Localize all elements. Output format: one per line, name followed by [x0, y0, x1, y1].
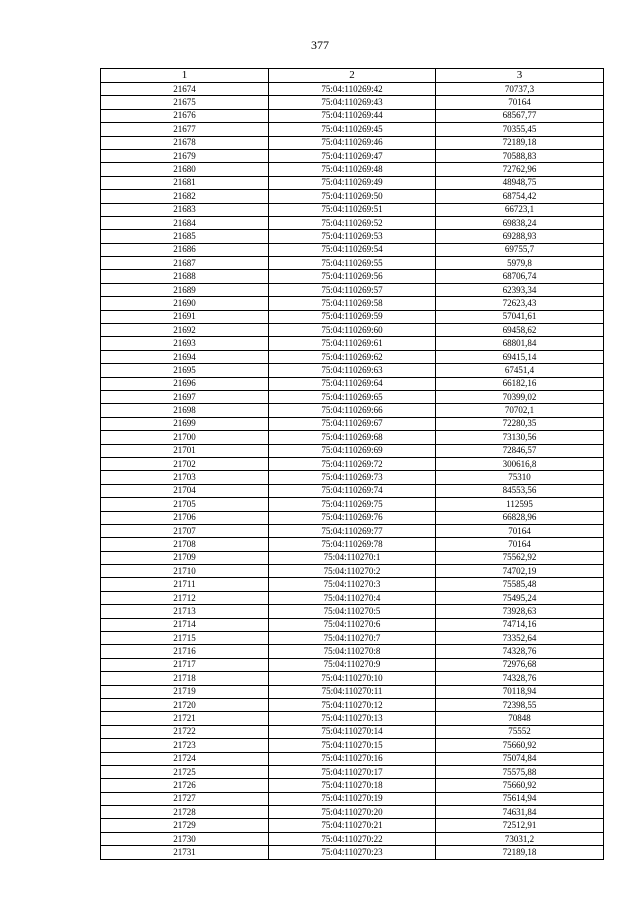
- row-number-cell: 21683: [101, 203, 269, 216]
- cadastral-number-cell: 75:04:110269:53: [269, 230, 436, 243]
- value-cell: 75575,88: [436, 765, 604, 778]
- table-row: [101, 605, 604, 618]
- cadastral-number-cell: 75:04:110269:57: [269, 283, 436, 296]
- table-row: [101, 524, 604, 537]
- value-cell: 70702,1: [436, 404, 604, 417]
- row-number-cell: 21676: [101, 109, 269, 122]
- cadastral-number-cell: 75:04:110270:21: [269, 819, 436, 832]
- cadastral-number-cell: 75:04:110269:52: [269, 216, 436, 229]
- cadastral-number-cell: 75:04:110269:78: [269, 538, 436, 551]
- value-cell: 74328,76: [436, 645, 604, 658]
- row-number-cell: 21692: [101, 324, 269, 337]
- table-row: [101, 297, 604, 310]
- table-row: [101, 819, 604, 832]
- value-cell: 73031,2: [436, 832, 604, 845]
- table-row: [101, 350, 604, 363]
- table-row: [101, 725, 604, 738]
- cadastral-number-cell: 75:04:110269:60: [269, 324, 436, 337]
- cadastral-number-cell: 75:04:110269:64: [269, 377, 436, 390]
- value-cell: 70164: [436, 524, 604, 537]
- table-row: [101, 752, 604, 765]
- value-cell: 75660,92: [436, 779, 604, 792]
- row-number-cell: 21706: [101, 511, 269, 524]
- table-row: [101, 498, 604, 511]
- row-number-cell: 21721: [101, 712, 269, 725]
- value-cell: 72189,18: [436, 846, 604, 859]
- cadastral-number-cell: 75:04:110270:20: [269, 806, 436, 819]
- cadastral-number-cell: 75:04:110270:15: [269, 739, 436, 752]
- row-number-cell: 21713: [101, 605, 269, 618]
- table-row: [101, 243, 604, 256]
- table-row: [101, 685, 604, 698]
- value-cell: 112595: [436, 498, 604, 511]
- row-number-cell: 21727: [101, 792, 269, 805]
- value-cell: 75074,84: [436, 752, 604, 765]
- table-row: [101, 364, 604, 377]
- cadastral-number-cell: 75:04:110270:12: [269, 698, 436, 711]
- table-row: [101, 632, 604, 645]
- value-cell: 72398,55: [436, 698, 604, 711]
- cadastral-number-cell: 75:04:110269:50: [269, 190, 436, 203]
- table-row: [101, 96, 604, 109]
- table-row: [101, 109, 604, 122]
- row-number-cell: 21707: [101, 524, 269, 537]
- value-cell: 69458,62: [436, 324, 604, 337]
- row-number-cell: 21705: [101, 498, 269, 511]
- value-cell: 66723,1: [436, 203, 604, 216]
- cadastral-number-cell: 75:04:110270:9: [269, 658, 436, 671]
- table-row: [101, 203, 604, 216]
- value-cell: 74328,76: [436, 672, 604, 685]
- cadastral-number-cell: 75:04:110269:58: [269, 297, 436, 310]
- table-row: [101, 471, 604, 484]
- table-row: [101, 832, 604, 845]
- row-number-cell: 21686: [101, 243, 269, 256]
- row-number-cell: 21696: [101, 377, 269, 390]
- table-row: [101, 163, 604, 176]
- value-cell: 68567,77: [436, 109, 604, 122]
- value-cell: 84553,56: [436, 484, 604, 497]
- cadastral-number-cell: 75:04:110270:4: [269, 591, 436, 604]
- cadastral-number-cell: 75:04:110270:5: [269, 605, 436, 618]
- row-number-cell: 21680: [101, 163, 269, 176]
- row-number-cell: 21728: [101, 806, 269, 819]
- cadastral-number-cell: 75:04:110269:49: [269, 176, 436, 189]
- row-number-cell: 21729: [101, 819, 269, 832]
- value-cell: 72512,91: [436, 819, 604, 832]
- row-number-cell: 21695: [101, 364, 269, 377]
- table-row: [101, 417, 604, 430]
- table-row: [101, 404, 604, 417]
- table-row: [101, 765, 604, 778]
- table-row: [101, 779, 604, 792]
- value-cell: 66828,96: [436, 511, 604, 524]
- row-number-cell: 21701: [101, 444, 269, 457]
- cadastral-number-cell: 75:04:110270:2: [269, 565, 436, 578]
- cadastral-number-cell: 75:04:110270:23: [269, 846, 436, 859]
- row-number-cell: 21684: [101, 216, 269, 229]
- table-row: [101, 283, 604, 296]
- row-number-cell: 21725: [101, 765, 269, 778]
- cadastral-number-cell: 75:04:110270:13: [269, 712, 436, 725]
- cadastral-number-cell: 75:04:110269:69: [269, 444, 436, 457]
- table-row: [101, 149, 604, 162]
- cadastral-number-cell: 75:04:110270:22: [269, 832, 436, 845]
- column-header-3: 3: [436, 69, 604, 83]
- row-number-cell: 21715: [101, 632, 269, 645]
- table-row: [101, 123, 604, 136]
- row-number-cell: 21718: [101, 672, 269, 685]
- value-cell: 70737,3: [436, 83, 604, 96]
- table-row: [101, 457, 604, 470]
- row-number-cell: 21678: [101, 136, 269, 149]
- value-cell: 74702,19: [436, 565, 604, 578]
- cadastral-number-cell: 75:04:110269:56: [269, 270, 436, 283]
- row-number-cell: 21723: [101, 739, 269, 752]
- value-cell: 72762,96: [436, 163, 604, 176]
- value-cell: 70848: [436, 712, 604, 725]
- row-number-cell: 21687: [101, 257, 269, 270]
- cadastral-number-cell: 75:04:110270:17: [269, 765, 436, 778]
- value-cell: 75310: [436, 471, 604, 484]
- row-number-cell: 21704: [101, 484, 269, 497]
- value-cell: 70164: [436, 96, 604, 109]
- cadastral-number-cell: 75:04:110269:48: [269, 163, 436, 176]
- row-number-cell: 21712: [101, 591, 269, 604]
- table-row: [101, 484, 604, 497]
- value-cell: 68754,42: [436, 190, 604, 203]
- value-cell: 70164: [436, 538, 604, 551]
- cadastral-number-cell: 75:04:110270:3: [269, 578, 436, 591]
- value-cell: 75552: [436, 725, 604, 738]
- row-number-cell: 21730: [101, 832, 269, 845]
- row-number-cell: 21702: [101, 457, 269, 470]
- cadastral-number-cell: 75:04:110269:62: [269, 350, 436, 363]
- row-number-cell: 21709: [101, 551, 269, 564]
- value-cell: 73928,63: [436, 605, 604, 618]
- cadastral-number-cell: 75:04:110269:47: [269, 149, 436, 162]
- row-number-cell: 21693: [101, 337, 269, 350]
- row-number-cell: 21716: [101, 645, 269, 658]
- cadastral-number-cell: 75:04:110269:72: [269, 457, 436, 470]
- table-row: [101, 257, 604, 270]
- cadastral-number-cell: 75:04:110269:65: [269, 390, 436, 403]
- cadastral-number-cell: 75:04:110269:42: [269, 83, 436, 96]
- value-cell: 300616,8: [436, 457, 604, 470]
- table-row: [101, 377, 604, 390]
- cadastral-number-cell: 75:04:110269:75: [269, 498, 436, 511]
- table-row: [101, 390, 604, 403]
- value-cell: 69288,93: [436, 230, 604, 243]
- row-number-cell: 21674: [101, 83, 269, 96]
- table-row: [101, 136, 604, 149]
- row-number-cell: 21681: [101, 176, 269, 189]
- table-row: [101, 230, 604, 243]
- cadastral-number-cell: 75:04:110270:14: [269, 725, 436, 738]
- row-number-cell: 21691: [101, 310, 269, 323]
- table-header-row: [101, 69, 604, 83]
- table-row: [101, 83, 604, 96]
- table-row: [101, 578, 604, 591]
- cadastral-number-cell: 75:04:110270:19: [269, 792, 436, 805]
- row-number-cell: 21722: [101, 725, 269, 738]
- row-number-cell: 21689: [101, 283, 269, 296]
- value-cell: 74714,16: [436, 618, 604, 631]
- value-cell: 68801,84: [436, 337, 604, 350]
- row-number-cell: 21679: [101, 149, 269, 162]
- row-number-cell: 21719: [101, 685, 269, 698]
- value-cell: 68706,74: [436, 270, 604, 283]
- value-cell: 62393,34: [436, 283, 604, 296]
- cadastral-number-cell: 75:04:110270:7: [269, 632, 436, 645]
- cadastral-number-cell: 75:04:110269:46: [269, 136, 436, 149]
- cadastral-number-cell: 75:04:110269:63: [269, 364, 436, 377]
- table-row: [101, 645, 604, 658]
- row-number-cell: 21698: [101, 404, 269, 417]
- cadastral-number-cell: 75:04:110269:68: [269, 431, 436, 444]
- cadastral-number-cell: 75:04:110269:61: [269, 337, 436, 350]
- row-number-cell: 21724: [101, 752, 269, 765]
- row-number-cell: 21717: [101, 658, 269, 671]
- table-row: [101, 324, 604, 337]
- table-row: [101, 270, 604, 283]
- cadastral-number-cell: 75:04:110270:1: [269, 551, 436, 564]
- row-number-cell: 21690: [101, 297, 269, 310]
- value-cell: 72623,43: [436, 297, 604, 310]
- page-number: 377: [311, 38, 329, 52]
- row-number-cell: 21682: [101, 190, 269, 203]
- cadastral-number-cell: 75:04:110270:18: [269, 779, 436, 792]
- cadastral-number-cell: 75:04:110270:11: [269, 685, 436, 698]
- table-row: [101, 806, 604, 819]
- cadastral-number-cell: 75:04:110269:43: [269, 96, 436, 109]
- value-cell: 69755,7: [436, 243, 604, 256]
- table-row: [101, 310, 604, 323]
- value-cell: 75660,92: [436, 739, 604, 752]
- cadastral-number-cell: 75:04:110269:66: [269, 404, 436, 417]
- table-row: [101, 792, 604, 805]
- value-cell: 5979,8: [436, 257, 604, 270]
- table-row: [101, 712, 604, 725]
- value-cell: 69838,24: [436, 216, 604, 229]
- cadastral-number-cell: 75:04:110270:16: [269, 752, 436, 765]
- value-cell: 73130,56: [436, 431, 604, 444]
- table-body: [101, 83, 604, 860]
- value-cell: 48948,75: [436, 176, 604, 189]
- cadastral-number-cell: 75:04:110269:44: [269, 109, 436, 122]
- value-cell: 66182,16: [436, 377, 604, 390]
- cadastral-number-cell: 75:04:110269:45: [269, 123, 436, 136]
- table-row: [101, 698, 604, 711]
- data-table: [100, 68, 604, 860]
- row-number-cell: 21699: [101, 417, 269, 430]
- row-number-cell: 21700: [101, 431, 269, 444]
- table-row: [101, 618, 604, 631]
- row-number-cell: 21720: [101, 698, 269, 711]
- value-cell: 69415,14: [436, 350, 604, 363]
- cadastral-number-cell: 75:04:110269:74: [269, 484, 436, 497]
- row-number-cell: 21697: [101, 390, 269, 403]
- row-number-cell: 21726: [101, 779, 269, 792]
- table-row: [101, 444, 604, 457]
- value-cell: 75614,94: [436, 792, 604, 805]
- value-cell: 70588,83: [436, 149, 604, 162]
- value-cell: 72976,68: [436, 658, 604, 671]
- cadastral-number-cell: 75:04:110269:55: [269, 257, 436, 270]
- table-row: [101, 551, 604, 564]
- table-row: [101, 190, 604, 203]
- value-cell: 75562,92: [436, 551, 604, 564]
- row-number-cell: 21711: [101, 578, 269, 591]
- row-number-cell: 21714: [101, 618, 269, 631]
- value-cell: 72846,57: [436, 444, 604, 457]
- table-row: [101, 672, 604, 685]
- cadastral-number-cell: 75:04:110269:77: [269, 524, 436, 537]
- table-row: [101, 658, 604, 671]
- value-cell: 75495,24: [436, 591, 604, 604]
- column-header-1: 1: [101, 69, 269, 83]
- table-row: [101, 591, 604, 604]
- cadastral-number-cell: 75:04:110270:10: [269, 672, 436, 685]
- table-row: [101, 565, 604, 578]
- value-cell: 72280,35: [436, 417, 604, 430]
- value-cell: 73352,64: [436, 632, 604, 645]
- table-row: [101, 431, 604, 444]
- row-number-cell: 21731: [101, 846, 269, 859]
- row-number-cell: 21703: [101, 471, 269, 484]
- cadastral-number-cell: 75:04:110270:8: [269, 645, 436, 658]
- cadastral-number-cell: 75:04:110269:51: [269, 203, 436, 216]
- value-cell: 74631,84: [436, 806, 604, 819]
- row-number-cell: 21677: [101, 123, 269, 136]
- table-row: [101, 176, 604, 189]
- cadastral-number-cell: 75:04:110269:67: [269, 417, 436, 430]
- value-cell: 70118,94: [436, 685, 604, 698]
- row-number-cell: 21694: [101, 350, 269, 363]
- cadastral-number-cell: 75:04:110270:6: [269, 618, 436, 631]
- value-cell: 75585,48: [436, 578, 604, 591]
- value-cell: 70355,45: [436, 123, 604, 136]
- cadastral-number-cell: 75:04:110269:54: [269, 243, 436, 256]
- column-header-2: 2: [269, 69, 436, 83]
- value-cell: 70399,02: [436, 390, 604, 403]
- cadastral-number-cell: 75:04:110269:73: [269, 471, 436, 484]
- table-row: [101, 846, 604, 859]
- row-number-cell: 21688: [101, 270, 269, 283]
- row-number-cell: 21685: [101, 230, 269, 243]
- cadastral-number-cell: 75:04:110269:76: [269, 511, 436, 524]
- table-row: [101, 538, 604, 551]
- row-number-cell: 21710: [101, 565, 269, 578]
- table-row: [101, 739, 604, 752]
- row-number-cell: 21675: [101, 96, 269, 109]
- table-row: [101, 337, 604, 350]
- cadastral-number-cell: 75:04:110269:59: [269, 310, 436, 323]
- value-cell: 57041,61: [436, 310, 604, 323]
- row-number-cell: 21708: [101, 538, 269, 551]
- table-row: [101, 216, 604, 229]
- table-row: [101, 511, 604, 524]
- value-cell: 72189,18: [436, 136, 604, 149]
- value-cell: 67451,4: [436, 364, 604, 377]
